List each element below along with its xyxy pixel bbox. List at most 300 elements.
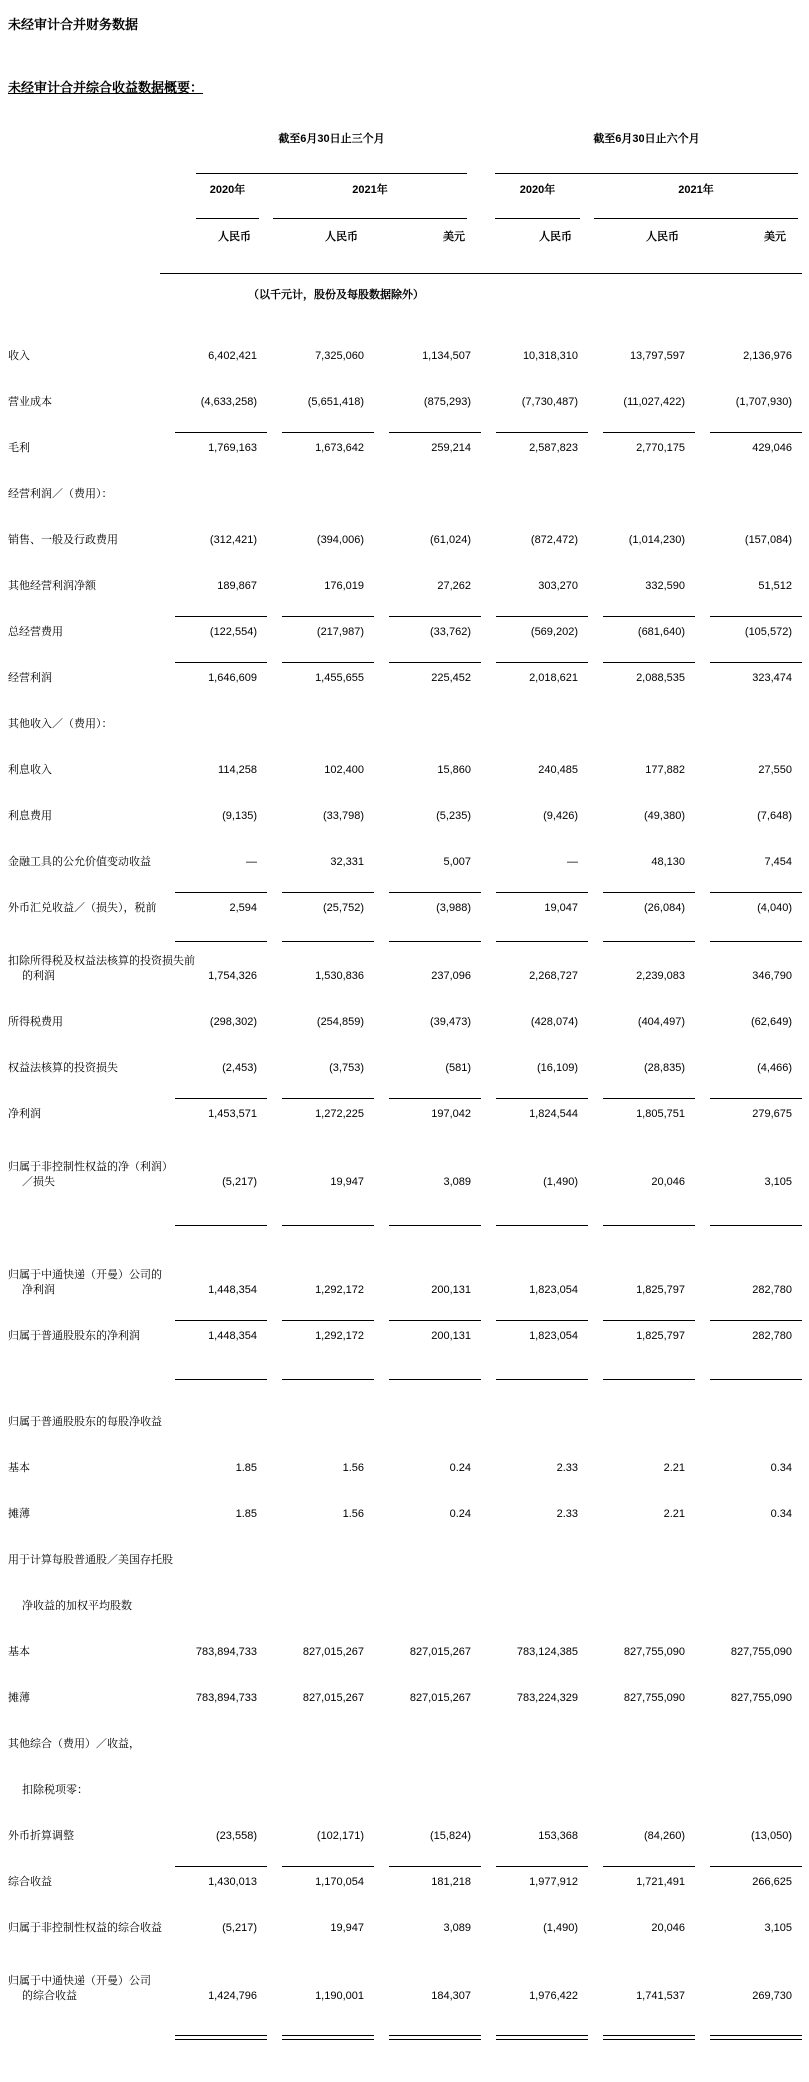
label-column-spacer bbox=[8, 130, 160, 174]
value-cell bbox=[588, 1172, 695, 1190]
value-cell bbox=[374, 346, 481, 364]
value: (9,426) bbox=[543, 810, 578, 822]
value-cell bbox=[481, 892, 588, 916]
value-cell bbox=[374, 1458, 481, 1476]
value-cell bbox=[374, 1642, 481, 1660]
col-group-six-months-label: 截至6月30日止六个月 bbox=[593, 133, 700, 145]
value-cell bbox=[267, 530, 374, 548]
value-cell bbox=[160, 1058, 267, 1076]
group-underline bbox=[196, 173, 467, 174]
value: 19,047 bbox=[496, 892, 588, 914]
value-cell bbox=[481, 432, 588, 456]
currency-header: 人民币 bbox=[539, 231, 572, 243]
page-title: 未经审计合并财务数据 bbox=[8, 17, 139, 32]
year-underline bbox=[594, 218, 798, 219]
table-row bbox=[8, 1042, 809, 1088]
value-cell bbox=[160, 892, 267, 916]
value: (394,006) bbox=[316, 534, 364, 546]
value: (4,040) bbox=[710, 892, 802, 914]
value: 19,947 bbox=[330, 1922, 364, 1934]
value: 783,894,733 bbox=[195, 1692, 257, 1704]
value: (298,302) bbox=[209, 1016, 257, 1028]
table-row bbox=[8, 836, 809, 882]
value-cell bbox=[160, 1826, 267, 1844]
double-rule bbox=[389, 2035, 481, 2040]
value-cell bbox=[588, 760, 695, 778]
value: 827,755,090 bbox=[623, 1646, 685, 1658]
value-cell bbox=[588, 1320, 695, 1344]
value-cell bbox=[267, 392, 374, 410]
row-label: 总经营费用 bbox=[8, 626, 63, 638]
value: (254,859) bbox=[316, 1016, 364, 1028]
value-cell bbox=[267, 1280, 374, 1298]
value-cell bbox=[160, 1986, 267, 2004]
value: 19,947 bbox=[330, 1176, 364, 1188]
double-rule bbox=[603, 2035, 695, 2040]
value-cell bbox=[695, 1986, 802, 2004]
value: (1,490) bbox=[543, 1176, 578, 1188]
double-rule bbox=[175, 2035, 267, 2040]
row-label: 金融工具的公允价值变动收益 bbox=[8, 856, 151, 868]
value: (404,497) bbox=[637, 1016, 685, 1028]
value-cell bbox=[481, 1172, 588, 1190]
row-label: 基本 bbox=[8, 1462, 30, 1474]
value: (49,380) bbox=[644, 810, 685, 822]
value-cell bbox=[481, 1688, 588, 1706]
value: 1,673,642 bbox=[282, 432, 374, 454]
value-cell bbox=[160, 852, 267, 870]
value-cell bbox=[374, 616, 481, 640]
row-label: 其他收入／（费用）： bbox=[8, 718, 113, 730]
value-cell bbox=[160, 1866, 267, 1890]
value-cell bbox=[588, 852, 695, 870]
value: 1.56 bbox=[342, 1462, 364, 1474]
table-row bbox=[8, 744, 809, 790]
value: 1,134,507 bbox=[422, 350, 471, 362]
value: 3,089 bbox=[443, 1922, 471, 1934]
value: 2,018,621 bbox=[496, 662, 588, 684]
value: (62,649) bbox=[751, 1016, 792, 1028]
value-cell bbox=[374, 1918, 481, 1936]
value: 1,292,172 bbox=[315, 1284, 364, 1296]
value-cell bbox=[588, 806, 695, 824]
value-cell bbox=[374, 392, 481, 410]
table-row bbox=[8, 330, 809, 376]
value: 1,769,163 bbox=[175, 432, 267, 454]
value: 332,590 bbox=[645, 580, 685, 592]
value: 1,448,354 bbox=[208, 1284, 257, 1296]
row-label: 毛利 bbox=[8, 442, 30, 454]
col-group-three-months bbox=[160, 130, 481, 174]
value: 27,550 bbox=[758, 764, 792, 776]
value-cell bbox=[267, 1504, 374, 1522]
table-row bbox=[8, 560, 809, 606]
value-cell bbox=[481, 1986, 588, 2004]
value-cell bbox=[267, 1172, 374, 1190]
value-cell bbox=[588, 1458, 695, 1476]
value: 1,190,001 bbox=[315, 1990, 364, 2002]
value-cell bbox=[160, 1098, 267, 1122]
rule-cell bbox=[695, 1367, 802, 1385]
table-row bbox=[8, 1810, 809, 1856]
rule-cell bbox=[374, 2027, 481, 2045]
value: 1,721,491 bbox=[603, 1866, 695, 1888]
value-cell bbox=[267, 1058, 374, 1076]
table-row bbox=[8, 514, 809, 560]
section-header-row bbox=[8, 698, 809, 744]
section-header-row bbox=[8, 1534, 809, 1580]
table-row bbox=[8, 1948, 809, 2016]
value: (61,024) bbox=[430, 534, 471, 546]
value: 269,730 bbox=[752, 1990, 792, 2002]
value: (4,466) bbox=[757, 1062, 792, 1074]
value: (25,752) bbox=[282, 892, 374, 914]
value: (7,648) bbox=[757, 810, 792, 822]
value-cell bbox=[481, 1058, 588, 1076]
value-cell bbox=[160, 616, 267, 640]
income-statement-table bbox=[8, 130, 809, 2056]
value-cell bbox=[374, 1280, 481, 1298]
value: (9,135) bbox=[222, 810, 257, 822]
value: 15,860 bbox=[437, 764, 471, 776]
rule-row bbox=[8, 2016, 809, 2056]
table-row bbox=[8, 422, 809, 468]
value: 1,824,544 bbox=[496, 1098, 588, 1120]
single-rule bbox=[603, 1225, 695, 1226]
value: 3,105 bbox=[764, 1922, 792, 1934]
value: (39,473) bbox=[430, 1016, 471, 1028]
value-cell bbox=[695, 941, 802, 984]
row-label: 综合收益 bbox=[8, 1876, 52, 1888]
value-cell bbox=[695, 1320, 802, 1344]
value: 827,015,267 bbox=[302, 1646, 364, 1658]
value-cell bbox=[588, 1986, 695, 2004]
rule-cell bbox=[160, 2027, 267, 2045]
value-cell bbox=[588, 662, 695, 686]
table-row bbox=[8, 1488, 809, 1534]
value: 1,805,751 bbox=[603, 1098, 695, 1120]
table-row bbox=[8, 1442, 809, 1488]
value-cell bbox=[481, 1098, 588, 1122]
row-label: 权益法核算的投资损失 bbox=[8, 1062, 118, 1074]
value-cell bbox=[695, 852, 802, 870]
value-cell bbox=[160, 1172, 267, 1190]
value: (102,171) bbox=[316, 1830, 364, 1842]
rule-row bbox=[8, 1356, 809, 1396]
value-cell bbox=[588, 432, 695, 456]
value: (1,490) bbox=[543, 1922, 578, 1934]
table-row bbox=[8, 606, 809, 652]
value: (15,824) bbox=[430, 1830, 471, 1842]
rule-cell bbox=[267, 1213, 374, 1231]
row-label: 归属于普通股股东的净利润 bbox=[8, 1330, 140, 1342]
single-rule bbox=[282, 1379, 374, 1380]
value-cell bbox=[160, 941, 267, 984]
value-cell bbox=[695, 392, 802, 410]
value: 2,136,976 bbox=[743, 350, 792, 362]
value-cell bbox=[267, 1098, 374, 1122]
value-cell bbox=[374, 1866, 481, 1890]
value-cell bbox=[481, 1280, 588, 1298]
value: (105,572) bbox=[710, 616, 802, 638]
section-header-row bbox=[8, 1718, 809, 1764]
value: 2,088,535 bbox=[603, 662, 695, 684]
value: 282,780 bbox=[752, 1284, 792, 1296]
value: 1,272,225 bbox=[282, 1098, 374, 1120]
value: 1,455,655 bbox=[282, 662, 374, 684]
value-cell bbox=[160, 1918, 267, 1936]
row-label: 净收益的加权平均股数 bbox=[22, 1600, 132, 1612]
value: (5,651,418) bbox=[307, 396, 364, 408]
value-cell bbox=[267, 576, 374, 594]
value: 2,594 bbox=[175, 892, 267, 914]
value-cell bbox=[374, 1012, 481, 1030]
table-row bbox=[8, 1672, 809, 1718]
value-cell bbox=[588, 1688, 695, 1706]
value: 1,530,836 bbox=[282, 941, 374, 982]
value-cell bbox=[481, 530, 588, 548]
value: 1.85 bbox=[235, 1508, 257, 1520]
value: 184,307 bbox=[431, 1990, 471, 2002]
value-cell bbox=[160, 1280, 267, 1298]
value: (2,453) bbox=[222, 1062, 257, 1074]
value: 237,096 bbox=[389, 941, 481, 982]
value: 200,131 bbox=[389, 1320, 481, 1342]
row-label: 经营利润 bbox=[8, 672, 52, 684]
value-cell bbox=[374, 1320, 481, 1344]
value: (4,633,258) bbox=[200, 396, 257, 408]
value-cell bbox=[695, 576, 802, 594]
value: (84,260) bbox=[644, 1830, 685, 1842]
row-label: 营业成本 bbox=[8, 396, 52, 408]
value: 240,485 bbox=[538, 764, 578, 776]
value: 827,015,267 bbox=[302, 1692, 364, 1704]
row-label: 收入 bbox=[8, 350, 30, 362]
value-cell bbox=[695, 892, 802, 916]
value: 20,046 bbox=[651, 1922, 685, 1934]
value-cell bbox=[160, 530, 267, 548]
table-row bbox=[8, 928, 809, 996]
value-cell bbox=[267, 760, 374, 778]
value-cell bbox=[695, 432, 802, 456]
row-label: 经营利润／（费用）： bbox=[8, 488, 113, 500]
value-cell bbox=[267, 941, 374, 984]
table-row bbox=[8, 652, 809, 698]
value-cell bbox=[695, 1012, 802, 1030]
value: 0.24 bbox=[449, 1462, 471, 1474]
value: 783,224,329 bbox=[516, 1692, 578, 1704]
value-cell bbox=[267, 1688, 374, 1706]
value: 282,780 bbox=[710, 1320, 802, 1342]
value-cell bbox=[481, 1866, 588, 1890]
row-label: 摊薄 bbox=[8, 1692, 30, 1704]
value: 2,587,823 bbox=[496, 432, 588, 454]
value-cell bbox=[695, 1642, 802, 1660]
value-cell bbox=[374, 941, 481, 984]
value: (33,798) bbox=[323, 810, 364, 822]
table-row bbox=[8, 1242, 809, 1310]
table-row bbox=[8, 1310, 809, 1356]
value: 783,124,385 bbox=[516, 1646, 578, 1658]
value-cell bbox=[695, 1058, 802, 1076]
value-cell bbox=[695, 662, 802, 686]
value-cell bbox=[481, 1012, 588, 1030]
value: 189,867 bbox=[217, 580, 257, 592]
value-cell bbox=[160, 346, 267, 364]
value-cell bbox=[267, 346, 374, 364]
value: 1,976,422 bbox=[529, 1990, 578, 2002]
value: 0.34 bbox=[770, 1462, 792, 1474]
value: — bbox=[567, 856, 578, 868]
value: (3,988) bbox=[389, 892, 481, 914]
value: (5,235) bbox=[436, 810, 471, 822]
value: (1,707,930) bbox=[735, 396, 792, 408]
row-label: 其他综合（费用）／收益， bbox=[8, 1738, 140, 1750]
value: 1,430,013 bbox=[175, 1866, 267, 1888]
value: (3,753) bbox=[329, 1062, 364, 1074]
value-cell bbox=[481, 1320, 588, 1344]
value: 346,790 bbox=[710, 941, 802, 982]
value: 827,755,090 bbox=[730, 1646, 792, 1658]
value: (569,202) bbox=[496, 616, 588, 638]
value-cell bbox=[374, 1058, 481, 1076]
label-column-spacer bbox=[8, 219, 160, 244]
value-cell bbox=[588, 1918, 695, 1936]
rule-row bbox=[8, 1202, 809, 1242]
value-cell bbox=[374, 576, 481, 594]
value-cell bbox=[374, 760, 481, 778]
value-cell bbox=[267, 616, 374, 640]
value-cell bbox=[481, 760, 588, 778]
rule-cell bbox=[588, 1213, 695, 1231]
value: (1,014,230) bbox=[628, 534, 685, 546]
value: (28,835) bbox=[644, 1062, 685, 1074]
value-cell bbox=[695, 346, 802, 364]
value: 1,823,054 bbox=[496, 1320, 588, 1342]
value-cell bbox=[267, 1918, 374, 1936]
value: (33,762) bbox=[389, 616, 481, 638]
row-label: 归属于非控制性权益的综合收益 bbox=[8, 1922, 162, 1934]
single-rule bbox=[175, 1379, 267, 1380]
row-label: 归属于中通快递（开曼）公司的 净利润 bbox=[8, 1269, 162, 1296]
value: (26,084) bbox=[603, 892, 695, 914]
currency-header-row bbox=[8, 219, 809, 302]
value: 429,046 bbox=[710, 432, 802, 454]
currency-header: 人民币 bbox=[646, 231, 679, 243]
single-rule bbox=[710, 1225, 802, 1226]
value-cell bbox=[160, 760, 267, 778]
value-cell bbox=[695, 1688, 802, 1706]
value-cell bbox=[481, 346, 588, 364]
value-cell bbox=[481, 616, 588, 640]
value: 1,170,054 bbox=[282, 1866, 374, 1888]
value: 303,270 bbox=[538, 580, 578, 592]
value: 2.33 bbox=[556, 1508, 578, 1520]
value: 2,268,727 bbox=[496, 941, 588, 982]
value: — bbox=[246, 856, 257, 868]
value: 114,258 bbox=[218, 764, 257, 776]
value: (872,472) bbox=[530, 534, 578, 546]
double-rule bbox=[496, 2035, 588, 2040]
single-rule bbox=[496, 1379, 588, 1380]
value-cell bbox=[267, 892, 374, 916]
value: 1,825,797 bbox=[603, 1320, 695, 1342]
value: 827,015,267 bbox=[409, 1646, 471, 1658]
value: 5,007 bbox=[443, 856, 471, 868]
value-cell bbox=[695, 616, 802, 640]
rule-cell bbox=[160, 1367, 267, 1385]
value: 1,825,797 bbox=[636, 1284, 685, 1296]
rule-cell bbox=[374, 1213, 481, 1231]
value: (122,554) bbox=[175, 616, 267, 638]
value-cell bbox=[267, 1320, 374, 1344]
value-cell bbox=[588, 1098, 695, 1122]
value-cell bbox=[267, 1826, 374, 1844]
value: (875,293) bbox=[423, 396, 471, 408]
value: 197,042 bbox=[389, 1098, 481, 1120]
value-cell bbox=[160, 576, 267, 594]
row-label: 基本 bbox=[8, 1646, 30, 1658]
value: (16,109) bbox=[537, 1062, 578, 1074]
row-label: 扣除所得税及权益法核算的投资损失前 的利润 bbox=[8, 955, 195, 982]
currency-header: 人民币 bbox=[325, 231, 358, 243]
row-label: 外币折算调整 bbox=[8, 1830, 74, 1842]
value: 200,131 bbox=[431, 1284, 471, 1296]
value: (5,217) bbox=[222, 1176, 257, 1188]
single-rule bbox=[603, 1379, 695, 1380]
table-row bbox=[8, 1626, 809, 1672]
row-label: 利息收入 bbox=[8, 764, 52, 776]
value: 153,368 bbox=[538, 1830, 578, 1842]
value: (7,730,487) bbox=[521, 396, 578, 408]
rule-cell bbox=[695, 1213, 802, 1231]
value: (23,558) bbox=[216, 1830, 257, 1842]
single-rule bbox=[175, 1225, 267, 1226]
year-underline bbox=[273, 218, 467, 219]
value-cell bbox=[267, 1012, 374, 1030]
value-cell bbox=[160, 1642, 267, 1660]
col-group-three-months-label: 截至6月30日止三个月 bbox=[278, 133, 385, 145]
value-cell bbox=[374, 662, 481, 686]
unit-note: （以千元计，股份及每股数据除外） bbox=[248, 289, 424, 301]
value: 225,452 bbox=[389, 662, 481, 684]
single-rule bbox=[282, 1225, 374, 1226]
value-cell bbox=[481, 806, 588, 824]
value-cell bbox=[588, 530, 695, 548]
value: 1,977,912 bbox=[496, 1866, 588, 1888]
section-header-row bbox=[8, 1396, 809, 1442]
value: 279,675 bbox=[710, 1098, 802, 1120]
value: 1.56 bbox=[342, 1508, 364, 1520]
year-header-row bbox=[8, 181, 809, 219]
value: 3,089 bbox=[443, 1176, 471, 1188]
single-rule bbox=[496, 1225, 588, 1226]
value-cell bbox=[695, 760, 802, 778]
rule-cell bbox=[588, 1367, 695, 1385]
row-label: 所得税费用 bbox=[8, 1016, 63, 1028]
value: 1,448,354 bbox=[175, 1320, 267, 1342]
year-underline bbox=[495, 218, 580, 219]
currency-header: 美元 bbox=[764, 231, 786, 243]
table-body bbox=[8, 330, 809, 2056]
value: 1,453,571 bbox=[175, 1098, 267, 1120]
value: 2,239,083 bbox=[603, 941, 695, 982]
value-cell bbox=[588, 392, 695, 410]
year-2021-h: 2021年 bbox=[588, 181, 802, 219]
col-group-six-months bbox=[481, 130, 802, 174]
value: (13,050) bbox=[751, 1830, 792, 1842]
rule-cell bbox=[267, 1367, 374, 1385]
